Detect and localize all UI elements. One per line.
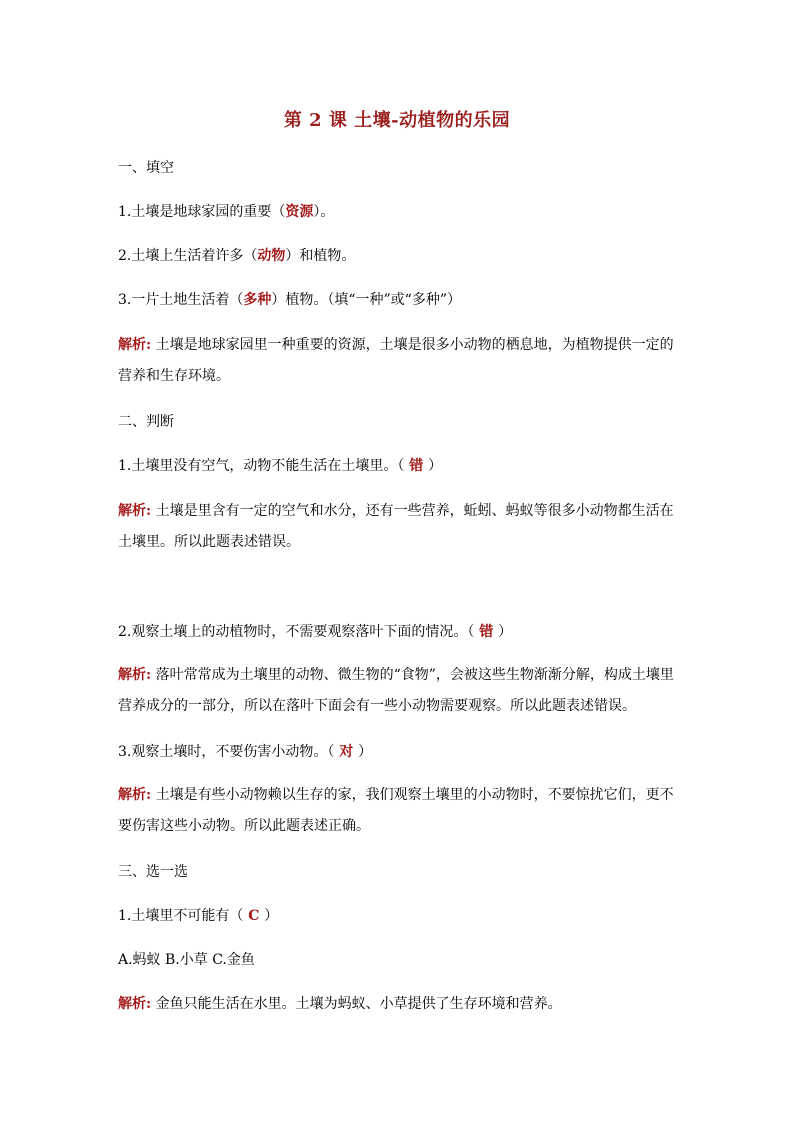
section-heading-fill-in: 一、填空: [118, 160, 174, 176]
question-2-1: [118, 456, 442, 476]
answer: 对: [334, 744, 359, 760]
question-suffix: ）。: [313, 204, 335, 220]
section-heading-choose: 三、选一选: [118, 864, 188, 880]
question-text: 3.观察土壤时，不要伤害小动物。（: [118, 744, 335, 760]
question-suffix: ）: [498, 624, 513, 640]
analysis-3-1: [118, 994, 562, 1014]
analysis-text: 土壤是地球家园里一种重要的资源，土壤是很多小动物的栖息地，为植物提供一定的营养和生存环境。: [118, 337, 674, 384]
answer: C: [243, 908, 265, 924]
question-text: 1.土壤里不可能有（: [118, 908, 244, 924]
analysis-2-1: [118, 496, 678, 558]
analysis-label: 解析:: [118, 787, 152, 803]
question-suffix: ）: [264, 908, 279, 924]
analysis-label: 解析:: [118, 667, 152, 683]
question-text: 1.土壤里没有空气，动物不能生活在土壤里。（: [118, 458, 405, 474]
question-2-2: [118, 622, 512, 642]
question-text: 3.一片土地生活着（: [118, 292, 244, 308]
question-text: 2.土壤上生活着许多（: [118, 248, 258, 264]
question-1-2: [118, 246, 355, 266]
question-text: 2.观察土壤上的动植物时，不需要观察落叶下面的情况。（: [118, 624, 475, 640]
question-2-3: [118, 742, 372, 762]
analysis-label: 解析:: [118, 503, 152, 519]
question-suffix: ）: [358, 744, 373, 760]
question-3-1: [118, 906, 278, 926]
answer: 动物: [257, 248, 286, 264]
section-heading-judge: 二、判断: [118, 414, 174, 430]
answer: 错: [474, 624, 499, 640]
question-suffix: ）: [428, 458, 443, 474]
question-text: 1.土壤是地球家园的重要（: [118, 204, 286, 220]
answer: 资源: [285, 204, 314, 220]
question-1-1: [118, 202, 334, 222]
analysis-1: [118, 330, 678, 392]
analysis-text: 土壤是有些小动物赖以生存的家，我们观察土壤里的小动物时，不要惊扰它们，更不要伤害这些小动物。所以此题表述正确。: [118, 787, 674, 834]
analysis-label: 解析:: [118, 337, 152, 353]
question-1-3: [118, 290, 461, 310]
page-title: 第 2 课 土壤-动植物的乐园: [283, 110, 511, 131]
answer: 多种: [243, 292, 272, 308]
analysis-text: 金鱼只能生活在水里。土壤为蚂蚁、小草提供了生存环境和营养。: [151, 996, 562, 1012]
analysis-text: 土壤是里含有一定的空气和水分，还有一些营养，蚯蚓、蚂蚁等很多小动物都生活在土壤里。所以此题表述错误。: [118, 503, 674, 550]
question-suffix: ）植物。（填“一种”或“多种”）: [271, 292, 461, 308]
analysis-2-2: [118, 660, 678, 722]
analysis-text: 落叶常常成为土壤里的动物、微生物的“食物”，会被这些生物渐渐分解，构成土壤里营养成分的一部分，所以在落叶下面会有一些小动物需要观察。所以此题表述错误。: [118, 667, 674, 714]
question-3-1-options: A.蚂蚁 B.小草 C.金鱼: [118, 952, 255, 968]
question-suffix: ）和植物。: [285, 248, 356, 264]
analysis-label: 解析:: [118, 996, 152, 1012]
answer: 错: [404, 458, 429, 474]
analysis-2-3: [118, 780, 678, 842]
